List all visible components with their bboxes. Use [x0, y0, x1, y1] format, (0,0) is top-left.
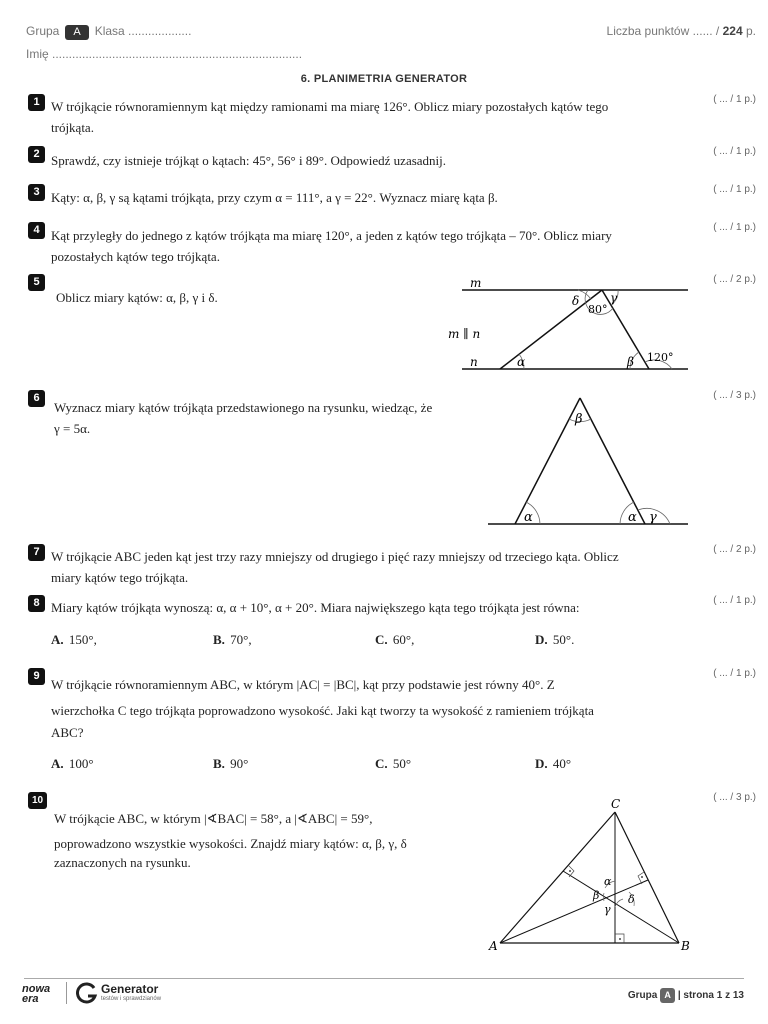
label-delta: δ: [572, 294, 580, 308]
option-a[interactable]: A. 150°,: [51, 632, 97, 647]
group-badge: A: [65, 25, 88, 40]
label-120: 120°: [647, 351, 674, 364]
label-beta: β: [575, 412, 583, 427]
vertex-a: A: [489, 939, 498, 953]
option-b[interactable]: B. 90°: [213, 756, 249, 771]
points-box: ( ... / 2 p.): [713, 274, 756, 285]
question-number: 4: [28, 222, 45, 239]
option-d[interactable]: D. 50°.: [535, 632, 575, 647]
question-text: W trójkącie równoramiennym ABC, w którym |AC| = |BC|, kąt przy podstawie jest równy 40°. Z wierzchołka C tego trójkąta poprowadzono wysokość. Jaki kąt tworzy ta wysokość z ramieniem trójkąta ABC?: [51, 677, 594, 740]
figure-altitudes: [486, 796, 696, 958]
question-text: W trójkącie ABC, w którym |∢BAC| = 58°, a |∢ABC| = 59°, poprowadzono wszystkie wysokości. Znajdź miary kątów: α, β, γ, δ zaznaczonych na rysunku.: [54, 811, 407, 870]
label-gamma: γ: [649, 510, 657, 525]
name-field: Imię ...........................................................................: [26, 47, 303, 61]
label-n: n: [470, 355, 478, 369]
label-delta: δ: [628, 893, 635, 906]
option-b[interactable]: B. 70°,: [213, 632, 252, 647]
points-box: ( ... / 1 p.): [713, 94, 756, 105]
label-alpha-right: α: [628, 510, 637, 525]
label-gamma: γ: [610, 291, 618, 305]
vertex-b: B: [681, 939, 690, 953]
question-number: 7: [28, 544, 45, 561]
question-text: Miary kątów trójkąta wynoszą: α, α + 10°, α + 20°. Miara największego kąta tego trójkąta jest równa:: [51, 600, 580, 615]
question-text: W trójkącie ABC jeden kąt jest trzy razy mniejszy od drugiego i pięć razy mniejszy od trzeciego kąta. Oblicz miary kątów tego trójkąta.: [51, 549, 619, 585]
figure-triangle: [480, 390, 690, 530]
question-number: 9: [28, 668, 45, 685]
points-box: ( ... / 1 p.): [713, 146, 756, 157]
question-number: 6: [28, 390, 45, 407]
label-alpha-left: α: [524, 510, 533, 525]
label-m: m: [470, 276, 482, 290]
logo-separator: [66, 982, 67, 1004]
page-title: 6. PLANIMETRIA GENERATOR: [300, 73, 468, 85]
question-text: Kąt przyległy do jednego z kątów trójkąta ma miarę 120°, a jeden z kątów tego trójkąta – 70°. Oblicz miary pozostałych kątów tego trójkąta.: [51, 228, 612, 264]
question-number: 5: [28, 274, 45, 291]
question-number: 10: [28, 792, 47, 809]
question-text: W trójkącie równoramiennym kąt między ramionami ma miarę 126°. Oblicz miary pozostałych kątów tego trójkąta.: [51, 99, 609, 135]
question-number: 3: [28, 184, 45, 201]
label-beta: β: [593, 889, 600, 902]
points-box: ( ... / 1 p.): [713, 184, 756, 195]
option-a[interactable]: A. 100°: [51, 756, 94, 771]
page-indicator: Grupa A | strona 1 z 13: [627, 990, 744, 1001]
footer-divider: [24, 978, 744, 979]
points-box: ( ... / 1 p.): [713, 595, 756, 606]
generator-icon: [76, 982, 98, 1004]
question-text: Sprawdź, czy istnieje trójkąt o kątach: 45°, 56° i 89°. Odpowiedź uzasadnij.: [51, 153, 447, 168]
option-c[interactable]: C. 60°,: [375, 632, 415, 647]
vertex-c: C: [611, 797, 621, 811]
label-gamma: γ: [604, 903, 611, 916]
question-number: 1: [28, 94, 45, 111]
option-d[interactable]: D. 40°: [535, 756, 572, 771]
points-field: Liczba punktów ...... / 224 p.: [606, 24, 756, 38]
points-box: ( ... / 3 p.): [713, 390, 756, 401]
label-80: 80°: [588, 303, 608, 316]
question-text: Kąty: α, β, γ są kątami trójkąta, przy czym α = 111°, a γ = 22°. Wyznacz miarę kąta β.: [51, 190, 498, 205]
points-box: ( ... / 1 p.): [713, 668, 756, 679]
points-box: ( ... / 2 p.): [713, 544, 756, 555]
label-parallel: m ∥ n: [448, 327, 481, 341]
label-alpha: α: [604, 875, 612, 888]
group-field: Grupa A Klasa ...................: [26, 24, 192, 38]
points-box: ( ... / 1 p.): [713, 222, 756, 233]
question-number: 8: [28, 595, 45, 612]
question-number: 2: [28, 146, 45, 163]
points-box: ( ... / 3 p.): [713, 792, 756, 803]
nowa-era-logo: nowa era: [22, 983, 51, 1005]
question-text: Wyznacz miary kątów trójkąta przedstawionego na rysunku, wiedząc, że γ = 5α.: [54, 400, 433, 436]
label-alpha: α: [517, 355, 526, 369]
question-text: Oblicz miary kątów: α, β, γ i δ.: [56, 290, 218, 305]
figure-parallel-lines: [440, 274, 690, 378]
option-c[interactable]: C. 50°: [375, 756, 412, 771]
label-beta: β: [627, 355, 634, 369]
